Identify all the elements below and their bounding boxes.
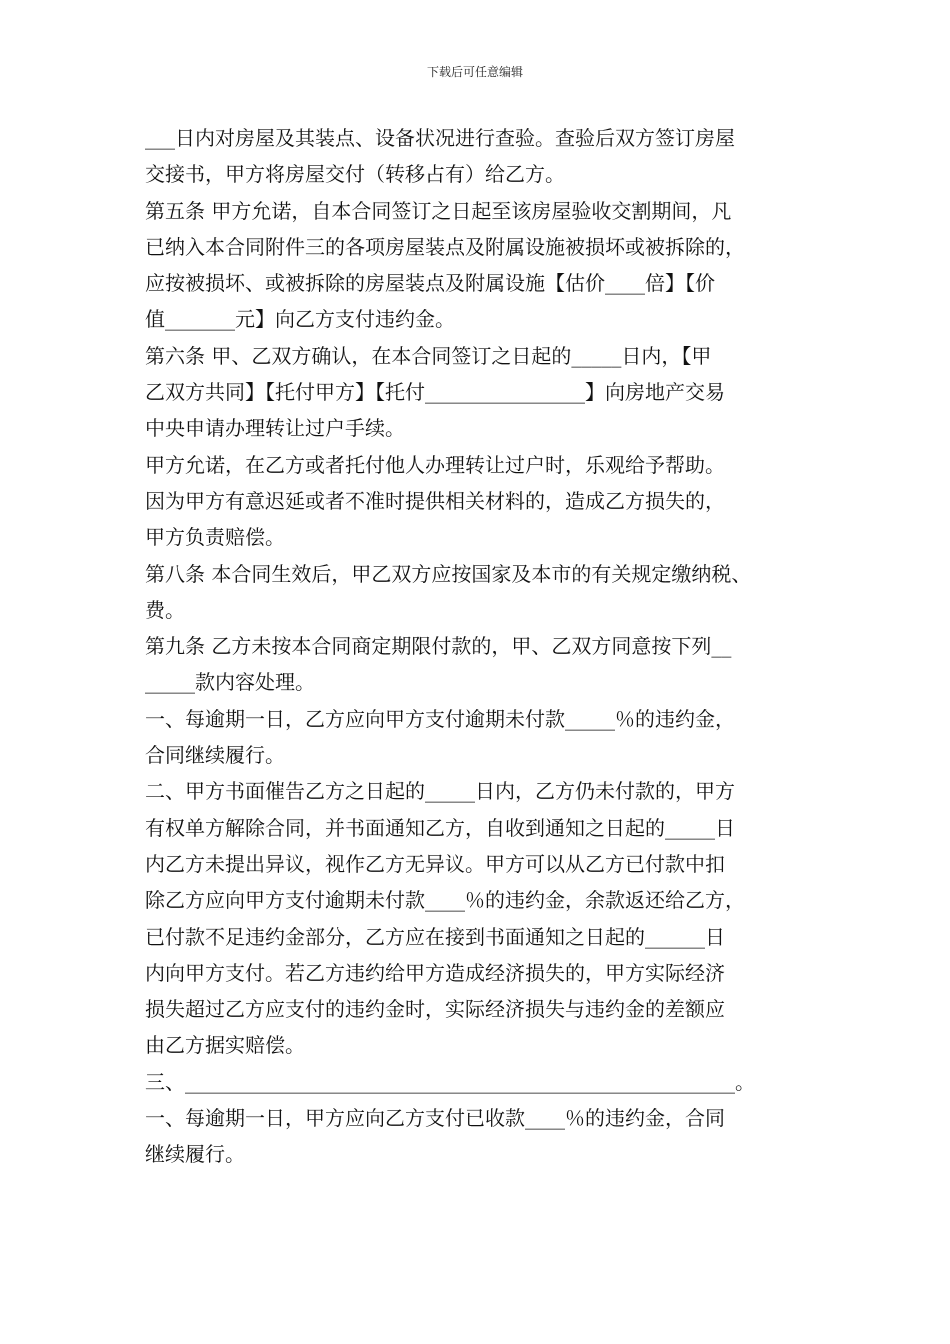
text-line: 除乙方应向甲方支付逾期未付款____％的违约金，余款返还给乙方， xyxy=(145,888,745,913)
text-line: 损失超过乙方应支付的违约金时，实际经济损失与违约金的差额应 xyxy=(145,997,725,1022)
text-line: 中央申请办理转让过户手续。 xyxy=(145,416,405,441)
text-line: _____款内容处理。 xyxy=(145,670,315,695)
text-line: 值_______元】向乙方支付违约金。 xyxy=(145,307,455,332)
text-line: 应按被损坏、或被拆除的房屋装点及附属设施【估价____倍】【价 xyxy=(145,271,715,296)
text-line: 已纳入本合同附件三的各项房屋装点及附属设施被损坏或被拆除的， xyxy=(145,234,745,259)
text-line: 第五条 甲方允诺，自本合同签订之日起至该房屋验收交割期间，凡 xyxy=(145,198,732,223)
text-line: 三、_______________________________________________________。 xyxy=(145,1069,755,1094)
text-line: 继续履行。 xyxy=(145,1142,245,1167)
text-line: 二、甲方书面催告乙方之日起的_____日内，乙方仍未付款的，甲方 xyxy=(145,779,735,804)
text-line: 内向甲方支付。若乙方违约给甲方造成经济损失的，甲方实际经济 xyxy=(145,960,725,985)
text-line: 合同继续履行。 xyxy=(145,743,285,768)
text-line: 费。 xyxy=(145,597,185,622)
text-line: 由乙方据实赔偿。 xyxy=(145,1033,305,1058)
text-line: 一、每逾期一日，甲方应向乙方支付已收款____％的违约金，合同 xyxy=(145,1106,725,1131)
text-line: 内乙方未提出异议，视作乙方无异议。甲方可以从乙方已付款中扣 xyxy=(145,851,725,876)
page-header: 下载后可任意编辑 xyxy=(426,65,523,79)
text-line: 已付款不足违约金部分，乙方应在接到书面通知之日起的______日 xyxy=(145,924,725,949)
document-body xyxy=(145,120,835,1173)
text-line: 因为甲方有意迟延或者不准时提供相关材料的，造成乙方损失的， xyxy=(145,488,725,513)
text-line: 交接书，甲方将房屋交付（转移占有）给乙方。 xyxy=(145,162,565,187)
text-line: 乙双方共同】【托付甲方】【托付________________】向房地产交易 xyxy=(145,380,725,405)
text-line: 甲方负责赔偿。 xyxy=(145,525,285,550)
text-line: 甲方允诺，在乙方或者托付他人办理转让过户时，乐观给予帮助。 xyxy=(145,452,725,477)
text-line: 一、每逾期一日，乙方应向甲方支付逾期未付款_____％的违约金， xyxy=(145,706,735,731)
text-line: 有权单方解除合同，并书面通知乙方，自收到通知之日起的_____日 xyxy=(145,815,735,840)
text-line: 第八条 本合同生效后，甲乙双方应按国家及本市的有关规定缴纳税、 xyxy=(145,561,752,586)
text-line: ___日内对房屋及其装点、设备状况进行查验。查验后双方签订房屋 xyxy=(145,126,735,150)
text-line: 第六条 甲、乙双方确认，在本合同签订之日起的_____日内，【甲 xyxy=(145,343,712,368)
text-line: 第九条 乙方未按本合同商定期限付款的，甲、乙双方同意按下列__ xyxy=(145,634,732,659)
